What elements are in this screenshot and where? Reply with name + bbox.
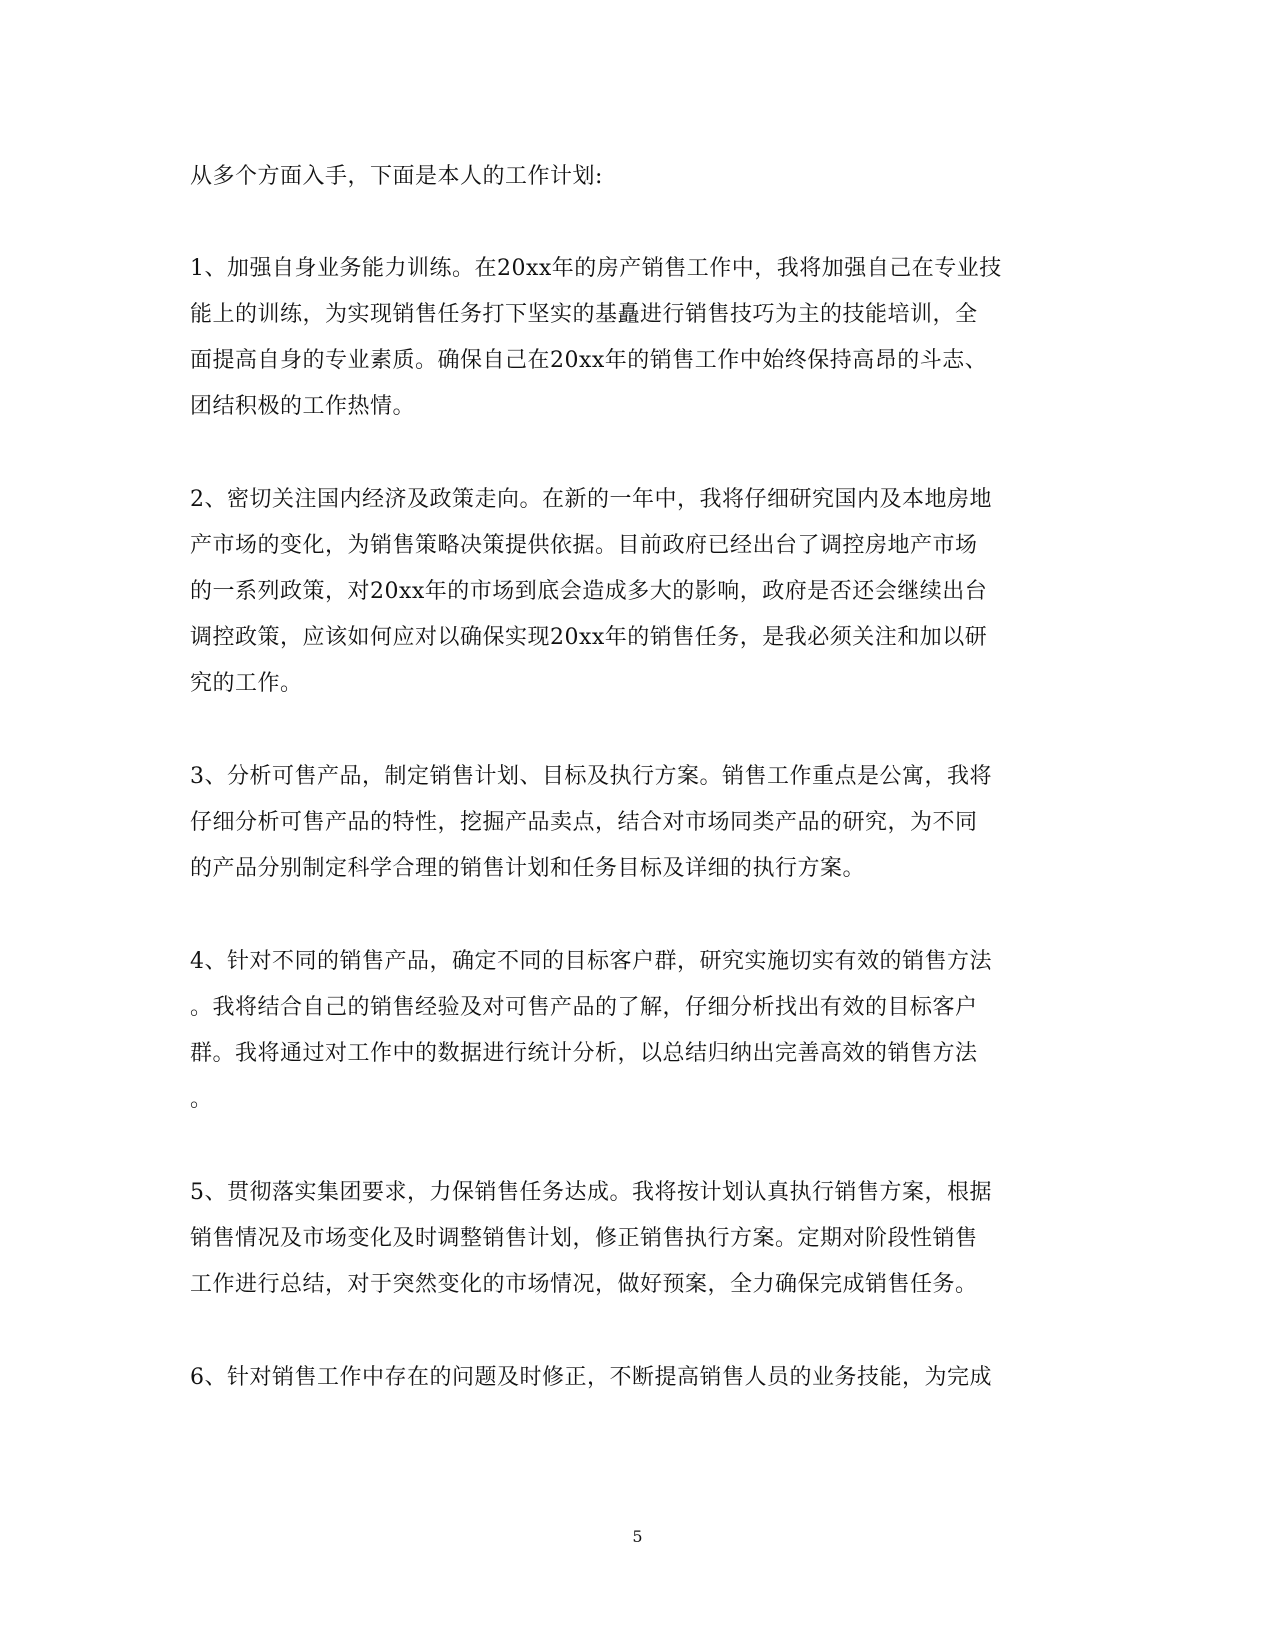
- paragraph-line: 工作进行总结，对于突然变化的市场情况，做好预案，全力确保完成销售任务。: [190, 1272, 978, 1297]
- paragraph-line: 销售情况及市场变化及时调整销售计划，修正销售执行方案。定期对阶段性销售: [190, 1226, 978, 1251]
- paragraph-line: 。我将结合自己的销售经验及对可售产品的了解，仔细分析找出有效的目标客户: [190, 995, 978, 1020]
- paragraph-line: 的产品分别制定科学合理的销售计划和任务目标及详细的执行方案。: [190, 856, 866, 881]
- paragraph-line: 5、贯彻落实集团要求，力保销售任务达成。我将按计划认真执行销售方案，根据: [190, 1180, 992, 1205]
- paragraph-line: 3、分析可售产品，制定销售计划、目标及执行方案。销售工作重点是公寓，我将: [190, 764, 992, 789]
- paragraph-line: 仔细分析可售产品的特性，挖掘产品卖点，结合对市场同类产品的研究，为不同: [190, 810, 978, 835]
- paragraph-line: 4、针对不同的销售产品，确定不同的目标客户群，研究实施切实有效的销售方法: [190, 949, 992, 974]
- paragraph-line: 究的工作。: [190, 671, 303, 696]
- intro-line: 从多个方面入手，下面是本人的工作计划:: [190, 164, 603, 189]
- paragraph-line: 面提高自身的专业素质。确保自己在20xx年的销售工作中始终保持高昂的斗志、: [190, 348, 988, 373]
- paragraph-line: 。: [190, 1087, 213, 1112]
- paragraph-line: 产市场的变化，为销售策略决策提供依据。目前政府已经出台了调控房地产市场: [190, 533, 978, 558]
- page-number: 5: [632, 1527, 643, 1546]
- paragraph-line: 6、针对销售工作中存在的问题及时修正，不断提高销售人员的业务技能，为完成: [190, 1365, 992, 1390]
- paragraph-line: 调控政策，应该如何应对以确保实现20xx年的销售任务，是我必须关注和加以研: [190, 625, 988, 650]
- paragraph-line: 的一系列政策，对20xx年的市场到底会造成多大的影响，政府是否还会继续出台: [190, 579, 988, 604]
- paragraph-line: 2、密切关注国内经济及政策走向。在新的一年中，我将仔细研究国内及本地房地: [190, 487, 992, 512]
- paragraph-line: 团结积极的工作热情。: [190, 394, 416, 419]
- paragraph-line: 群。我将通过对工作中的数据进行统计分析，以总结归纳出完善高效的销售方法: [190, 1041, 978, 1066]
- paragraph-line: 能上的训练，为实现销售任务打下坚实的基矗进行销售技巧为主的技能培训，全: [190, 302, 978, 327]
- paragraph-line: 1、加强自身业务能力训练。在20xx年的房产销售工作中，我将加强自己在专业技: [190, 256, 1002, 281]
